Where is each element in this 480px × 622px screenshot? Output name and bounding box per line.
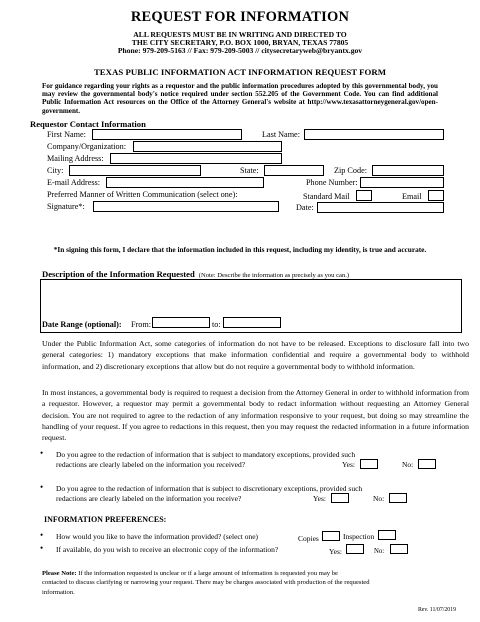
preferences-heading: INFORMATION PREFERENCES: xyxy=(44,515,167,524)
discretionary-yes-checkbox[interactable] xyxy=(331,493,349,503)
signature-field[interactable] xyxy=(93,201,279,212)
zip-field[interactable] xyxy=(372,165,444,176)
discretionary-no-checkbox[interactable] xyxy=(389,493,407,503)
description-heading: Description of the Information Requested xyxy=(42,269,195,279)
mandatory-no-label: No: xyxy=(402,460,414,469)
mandatory-yes-checkbox[interactable] xyxy=(360,459,378,469)
date-field[interactable] xyxy=(317,202,444,213)
inspection-checkbox[interactable] xyxy=(378,530,396,540)
zip-label: Zip Code: xyxy=(334,166,367,175)
bullet-dot: • xyxy=(40,530,44,540)
delivery-question: How would you like to have the information provided? (select one) xyxy=(56,532,259,541)
mandatory-no-checkbox[interactable] xyxy=(418,459,436,469)
header-line-address: THE CITY SECRETARY, P.O. BOX 1000, BRYAN, TEXAS 77805 xyxy=(131,38,349,47)
electronic-copy-question: If available, do you wish to receive an electronic copy of the information? xyxy=(56,545,279,554)
electronic-yes-checkbox[interactable] xyxy=(346,544,364,554)
preferred-communication-label: Preferred Manner of Written Communication (select one): xyxy=(47,190,238,199)
guidance-paragraph: For guidance regarding your rights as a requestor and the public information procedures adopted by this governmental body, you may review the governmental body's notice required under section 552.205 of the Government Code. You can find additional Public Information Act resources on the Office of the Attorney General's website at http://www.texasattorneygeneral.gov/open-government. xyxy=(42,82,438,115)
description-note: (Note: Describe the information as precisely as you can.) xyxy=(198,272,350,279)
state-field[interactable] xyxy=(264,165,324,176)
electronic-yes-label: Yes: xyxy=(329,547,342,556)
standard-mail-label: Standard Mail xyxy=(303,192,350,201)
last-name-field[interactable] xyxy=(304,129,444,140)
phone-label: Phone Number: xyxy=(306,178,358,187)
exceptions-paragraph: Under the Public Information Act, some categories of information do not have to be released. Exceptions to disclosure fall into two general categories: 1) mandatory exceptions that make information confidential and require a governmental body to withhold information, and 2) discretionary exceptions that allow but do not require a governmental body to withhold information. xyxy=(42,339,469,371)
company-label: Company/Organization: xyxy=(47,142,126,151)
discretionary-yes-label: Yes: xyxy=(313,494,326,503)
city-label: City: xyxy=(47,166,64,175)
email-option-checkbox[interactable] xyxy=(428,190,444,201)
copies-label: Copies xyxy=(298,534,319,543)
bullet-dot: • xyxy=(40,482,44,492)
email-field[interactable] xyxy=(106,177,264,188)
date-range-to-field[interactable] xyxy=(223,317,281,328)
date-label: Date: xyxy=(296,203,314,212)
copies-checkbox[interactable] xyxy=(322,531,340,541)
mailing-address-field[interactable] xyxy=(110,153,282,164)
signature-label: Signature*: xyxy=(47,202,85,211)
please-note-label: Please Note: xyxy=(42,570,77,577)
discretionary-question-line2: redactions are clearly labeled on the information you receive? xyxy=(56,494,242,503)
mandatory-question-line1: Do you agree to the redaction of information that is subject to mandatory exceptions, provided such xyxy=(56,450,356,459)
please-note-text-1: If the information requested is unclear or if a large amount of information is requested you may be xyxy=(76,570,338,577)
email-option-label: Email xyxy=(402,192,422,201)
mandatory-yes-label: Yes: xyxy=(342,460,355,469)
electronic-no-label: No: xyxy=(374,548,385,555)
requestor-heading: Requestor Contact Information xyxy=(30,119,146,129)
email-label: E-mail Address: xyxy=(47,178,100,187)
electronic-no-checkbox[interactable] xyxy=(390,544,408,554)
page-title: REQUEST FOR INFORMATION xyxy=(130,9,350,25)
state-label: State: xyxy=(240,166,259,175)
city-field[interactable] xyxy=(69,165,201,176)
please-note-text-3: information. xyxy=(42,588,75,596)
date-range-to-label: to: xyxy=(212,320,221,329)
phone-field[interactable] xyxy=(360,177,444,188)
company-field[interactable] xyxy=(133,141,282,152)
bullet-dot: • xyxy=(40,543,44,553)
inspection-label: Inspection xyxy=(343,532,375,541)
mandatory-question-line2: redactions are clearly labeled on the information you received? xyxy=(56,460,246,469)
header-line-directed: ALL REQUESTS MUST BE IN WRITING AND DIRECTED TO xyxy=(133,30,347,39)
please-note xyxy=(42,569,472,597)
discretionary-question-line1: Do you agree to the redaction of information that is subject to discretionary exceptions, provided such xyxy=(56,484,363,493)
revision-date: Rev. 11/07/2019 xyxy=(417,607,456,613)
form-title: TEXAS PUBLIC INFORMATION ACT INFORMATION REQUEST FORM xyxy=(93,67,387,77)
please-note-text-2: contacted to discuss clarifying or narrowing your request. There may be charges associated with production of the requested xyxy=(42,579,370,587)
bullet-dot: • xyxy=(40,448,44,458)
date-range-from-field[interactable] xyxy=(152,317,210,328)
date-range-label: Date Range (optional): xyxy=(42,320,122,329)
standard-mail-checkbox[interactable] xyxy=(356,190,372,201)
first-name-field[interactable] xyxy=(92,129,242,140)
last-name-label: Last Name: xyxy=(262,130,300,139)
mailing-address-label: Mailing Address: xyxy=(47,154,104,163)
redaction-paragraph: In most instances, a governmental body is required to request a decision from the Attorney General in order to withhold information from a requestor. However, a requestor may permit a governmental body to redact information without requesting an Attorney General decision. You are not required to agree to the redaction of any information responsive to your request, but doing so may streamline the handling of your request. If you agree to redactions in this request, then you may request the redacted information in a future information request. xyxy=(42,388,469,443)
first-name-label: First Name: xyxy=(47,130,86,139)
discretionary-no-label: No: xyxy=(373,494,385,503)
date-range-from-label: From: xyxy=(131,320,152,329)
header-line-contact: Phone: 979-209-5163 // Fax: 979-209-5003 // citysecretaryweb@bryantx.gov xyxy=(117,46,363,55)
signature-declaration: *In signing this form, I declare that the information included in this request, including my identity, is true and accurate. xyxy=(53,245,427,254)
